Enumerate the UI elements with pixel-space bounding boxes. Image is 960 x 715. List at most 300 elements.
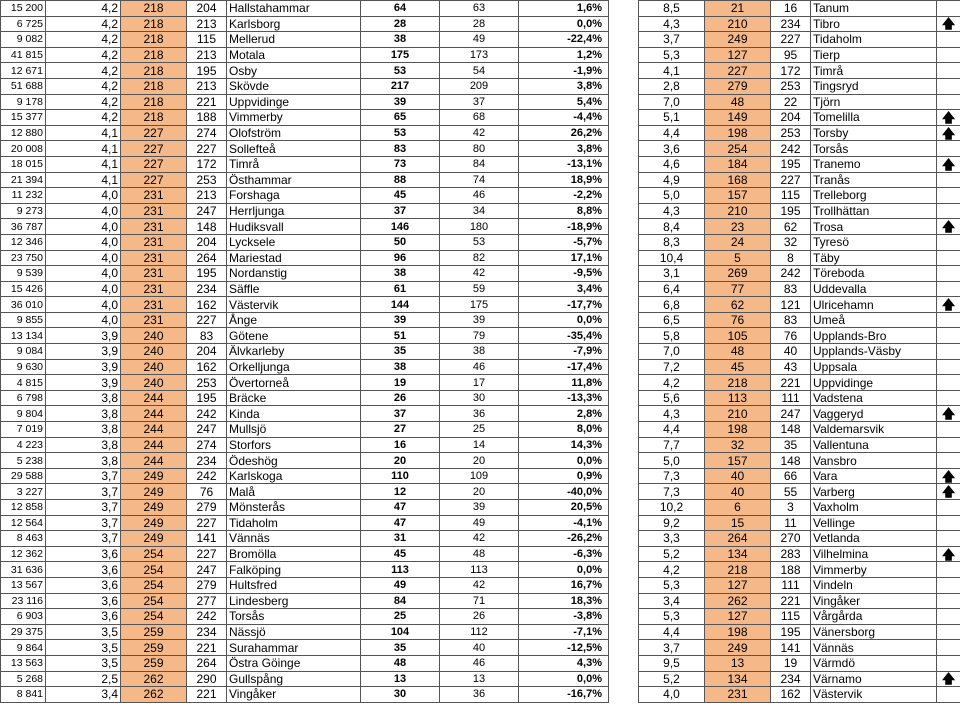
rate-cell: 3,6 xyxy=(46,562,121,578)
count-cell: 39 xyxy=(361,94,440,110)
rank-cell: 231 xyxy=(121,203,187,219)
rate-cell: 3,4 xyxy=(46,687,121,703)
table-row xyxy=(639,515,960,531)
rank-cell: 76 xyxy=(705,312,771,328)
prev-count-cell: 36 xyxy=(440,687,519,703)
rank-cell: 249 xyxy=(121,531,187,547)
rank-cell: 157 xyxy=(705,453,771,469)
table-row xyxy=(1,250,609,266)
prev-rank-cell: 95 xyxy=(771,47,811,63)
count-cell: 104 xyxy=(361,624,440,640)
up-arrow-icon: 🡅 xyxy=(941,109,956,125)
change-cell: -18,9% xyxy=(519,219,609,235)
rate-cell: 3,8 xyxy=(46,422,121,438)
rate-cell: 3,7 xyxy=(639,640,705,656)
table-row xyxy=(1,655,609,671)
prev-rank-cell: 242 xyxy=(771,266,811,282)
municipality-name: Olofström xyxy=(227,125,361,141)
table-row xyxy=(639,281,960,297)
rate-cell: 7,0 xyxy=(639,94,705,110)
municipality-name: Tidaholm xyxy=(811,32,937,48)
rate-cell: 5,0 xyxy=(639,188,705,204)
population-cell: 13 134 xyxy=(1,328,46,344)
table-row xyxy=(1,671,609,687)
table-row xyxy=(639,250,960,266)
municipality-name: Tomelilla xyxy=(811,110,937,126)
rank-cell: 227 xyxy=(121,141,187,157)
prev-rank-cell: 66 xyxy=(771,468,811,484)
rank-cell: 249 xyxy=(705,640,771,656)
population-cell: 6 798 xyxy=(1,390,46,406)
change-cell: 4,3% xyxy=(519,655,609,671)
municipality-name: Surahammar xyxy=(227,640,361,656)
prev-rank-cell: 204 xyxy=(187,344,227,360)
prev-rank-cell: 227 xyxy=(187,546,227,562)
prev-count-cell: 80 xyxy=(440,141,519,157)
count-cell: 146 xyxy=(361,219,440,235)
rank-cell: 127 xyxy=(705,47,771,63)
prev-rank-cell: 141 xyxy=(187,531,227,547)
change-cell: 18,3% xyxy=(519,593,609,609)
table-row xyxy=(1,609,609,625)
rate-cell: 4,1 xyxy=(639,63,705,79)
prev-rank-cell: 195 xyxy=(187,266,227,282)
rate-cell: 4,2 xyxy=(639,375,705,391)
prev-count-cell: 25 xyxy=(440,422,519,438)
population-cell: 4 223 xyxy=(1,437,46,453)
count-cell: 113 xyxy=(361,562,440,578)
municipality-name: Upplands-Väsby xyxy=(811,344,937,360)
change-cell: -4,4% xyxy=(519,110,609,126)
rate-cell: 3,8 xyxy=(46,437,121,453)
rate-cell: 3,9 xyxy=(46,344,121,360)
count-cell: 53 xyxy=(361,63,440,79)
rank-cell: 5 xyxy=(705,250,771,266)
rank-cell: 198 xyxy=(705,422,771,438)
up-arrow-icon: 🡅 xyxy=(941,406,956,422)
population-cell: 11 232 xyxy=(1,188,46,204)
prev-rank-cell: 195 xyxy=(771,156,811,172)
municipality-name: Vaxholm xyxy=(811,500,937,516)
count-cell: 64 xyxy=(361,1,440,17)
rank-cell: 6 xyxy=(705,500,771,516)
trend-cell xyxy=(937,125,960,141)
rank-cell: 210 xyxy=(705,406,771,422)
rank-cell: 32 xyxy=(705,437,771,453)
change-cell: 16,7% xyxy=(519,577,609,593)
rank-cell: 40 xyxy=(705,468,771,484)
municipality-name: Vingåker xyxy=(227,687,361,703)
prev-rank-cell: 16 xyxy=(771,1,811,17)
change-cell: 1,2% xyxy=(519,47,609,63)
rate-cell: 6,5 xyxy=(639,312,705,328)
municipality-name: Tyresö xyxy=(811,234,937,250)
rate-cell: 3,7 xyxy=(46,515,121,531)
trend-cell xyxy=(937,577,960,593)
rank-cell: 254 xyxy=(121,562,187,578)
prev-rank-cell: 19 xyxy=(771,655,811,671)
rank-cell: 264 xyxy=(705,531,771,547)
prev-rank-cell: 247 xyxy=(187,562,227,578)
rank-cell: 254 xyxy=(121,546,187,562)
rank-cell: 244 xyxy=(121,422,187,438)
municipality-name: Tranås xyxy=(811,172,937,188)
count-cell: 19 xyxy=(361,375,440,391)
table-row xyxy=(639,328,960,344)
table-row xyxy=(1,266,609,282)
prev-rank-cell: 204 xyxy=(187,234,227,250)
rank-cell: 244 xyxy=(121,437,187,453)
prev-rank-cell: 11 xyxy=(771,515,811,531)
rank-cell: 210 xyxy=(705,16,771,32)
rate-cell: 3,6 xyxy=(46,546,121,562)
table-row xyxy=(1,188,609,204)
rank-cell: 231 xyxy=(121,188,187,204)
table-row xyxy=(639,687,960,703)
table-row xyxy=(1,453,609,469)
change-cell: 0,0% xyxy=(519,312,609,328)
count-cell: 26 xyxy=(361,390,440,406)
rank-cell: 227 xyxy=(705,63,771,79)
rank-cell: 198 xyxy=(705,125,771,141)
rate-cell: 4,2 xyxy=(46,110,121,126)
trend-cell xyxy=(937,515,960,531)
rate-cell: 4,0 xyxy=(46,266,121,282)
up-arrow-icon: 🡅 xyxy=(941,546,956,562)
prev-rank-cell: 279 xyxy=(187,500,227,516)
rank-cell: 127 xyxy=(705,609,771,625)
municipality-name: Lindesberg xyxy=(227,593,361,609)
municipality-name: Tranemo xyxy=(811,156,937,172)
municipality-name: Torsås xyxy=(227,609,361,625)
rate-cell: 5,3 xyxy=(639,577,705,593)
rank-cell: 218 xyxy=(121,32,187,48)
municipality-name: Umeå xyxy=(811,312,937,328)
trend-cell xyxy=(937,297,960,313)
count-cell: 96 xyxy=(361,250,440,266)
municipality-name: Nässjö xyxy=(227,624,361,640)
prev-count-cell: 13 xyxy=(440,671,519,687)
rate-cell: 4,4 xyxy=(639,624,705,640)
table-row xyxy=(639,359,960,375)
change-cell: 0,0% xyxy=(519,562,609,578)
table-row xyxy=(1,172,609,188)
prev-count-cell: 68 xyxy=(440,110,519,126)
rank-cell: 231 xyxy=(121,281,187,297)
prev-rank-cell: 242 xyxy=(187,468,227,484)
trend-cell xyxy=(937,328,960,344)
prev-count-cell: 20 xyxy=(440,484,519,500)
prev-rank-cell: 141 xyxy=(771,640,811,656)
trend-cell xyxy=(937,484,960,500)
count-cell: 13 xyxy=(361,671,440,687)
rank-cell: 254 xyxy=(705,141,771,157)
rate-cell: 2,8 xyxy=(639,78,705,94)
change-cell: -13,1% xyxy=(519,156,609,172)
municipality-name: Östhammar xyxy=(227,172,361,188)
prev-rank-cell: 270 xyxy=(771,531,811,547)
municipality-name: Älvkarleby xyxy=(227,344,361,360)
municipality-name: Motala xyxy=(227,47,361,63)
rank-cell: 48 xyxy=(705,344,771,360)
population-cell: 5 268 xyxy=(1,671,46,687)
trend-cell xyxy=(937,156,960,172)
prev-rank-cell: 213 xyxy=(187,47,227,63)
change-cell: -16,7% xyxy=(519,687,609,703)
prev-rank-cell: 253 xyxy=(187,375,227,391)
population-cell: 9 178 xyxy=(1,94,46,110)
table-row xyxy=(639,390,960,406)
rank-cell: 244 xyxy=(121,453,187,469)
prev-rank-cell: 242 xyxy=(771,141,811,157)
rate-cell: 4,1 xyxy=(46,125,121,141)
table-row xyxy=(639,219,960,235)
table-row xyxy=(1,312,609,328)
prev-rank-cell: 234 xyxy=(187,281,227,297)
rate-cell: 6,4 xyxy=(639,281,705,297)
trend-cell xyxy=(937,32,960,48)
rate-cell: 3,6 xyxy=(46,609,121,625)
municipality-name: Valdemarsvik xyxy=(811,422,937,438)
table-row xyxy=(1,422,609,438)
municipality-name: Övertorneå xyxy=(227,375,361,391)
rate-cell: 4,9 xyxy=(639,172,705,188)
municipality-name: Vårgårda xyxy=(811,609,937,625)
prev-count-cell: 42 xyxy=(440,531,519,547)
municipality-name: Ånge xyxy=(227,312,361,328)
prev-rank-cell: 221 xyxy=(771,375,811,391)
rate-cell: 3,7 xyxy=(639,32,705,48)
municipality-name: Tingsryd xyxy=(811,78,937,94)
rank-cell: 218 xyxy=(705,562,771,578)
count-cell: 35 xyxy=(361,640,440,656)
municipality-name: Täby xyxy=(811,250,937,266)
municipality-name: Ulricehamn xyxy=(811,297,937,313)
prev-count-cell: 17 xyxy=(440,375,519,391)
prev-count-cell: 28 xyxy=(440,16,519,32)
rank-cell: 218 xyxy=(121,47,187,63)
change-cell: 0,0% xyxy=(519,671,609,687)
table-row xyxy=(639,94,960,110)
rank-cell: 240 xyxy=(121,328,187,344)
table-row xyxy=(1,110,609,126)
table-row xyxy=(1,63,609,79)
prev-rank-cell: 111 xyxy=(771,577,811,593)
prev-rank-cell: 242 xyxy=(187,609,227,625)
trend-cell xyxy=(937,188,960,204)
rank-cell: 210 xyxy=(705,203,771,219)
municipality-name: Töreboda xyxy=(811,266,937,282)
prev-rank-cell: 162 xyxy=(187,359,227,375)
up-arrow-icon: 🡅 xyxy=(941,671,956,687)
trend-cell xyxy=(937,468,960,484)
rate-cell: 4,1 xyxy=(46,172,121,188)
rank-cell: 227 xyxy=(121,156,187,172)
trend-cell xyxy=(937,546,960,562)
municipality-name: Vingåker xyxy=(811,593,937,609)
count-cell: 37 xyxy=(361,406,440,422)
municipality-name: Forshaga xyxy=(227,188,361,204)
prev-count-cell: 112 xyxy=(440,624,519,640)
rate-cell: 7,3 xyxy=(639,484,705,500)
prev-count-cell: 74 xyxy=(440,172,519,188)
prev-rank-cell: 234 xyxy=(187,453,227,469)
population-cell: 12 564 xyxy=(1,515,46,531)
prev-rank-cell: 162 xyxy=(187,297,227,313)
rank-cell: 254 xyxy=(121,609,187,625)
trend-cell xyxy=(937,94,960,110)
municipality-name: Götene xyxy=(227,328,361,344)
rate-cell: 5,3 xyxy=(639,609,705,625)
trend-cell xyxy=(937,453,960,469)
municipality-name: Vimmerby xyxy=(227,110,361,126)
trend-cell xyxy=(937,281,960,297)
change-cell: 0,9% xyxy=(519,468,609,484)
municipality-name: Tierp xyxy=(811,47,937,63)
prev-count-cell: 46 xyxy=(440,359,519,375)
table-row xyxy=(639,297,960,313)
rate-cell: 5,6 xyxy=(639,390,705,406)
population-cell: 15 200 xyxy=(1,1,46,17)
prev-rank-cell: 83 xyxy=(771,281,811,297)
municipality-name: Vänersborg xyxy=(811,624,937,640)
prev-rank-cell: 83 xyxy=(771,312,811,328)
count-cell: 27 xyxy=(361,422,440,438)
table-row xyxy=(639,375,960,391)
prev-rank-cell: 279 xyxy=(187,577,227,593)
prev-rank-cell: 213 xyxy=(187,188,227,204)
municipality-name: Vaggeryd xyxy=(811,406,937,422)
municipality-name: Sollefteå xyxy=(227,141,361,157)
prev-count-cell: 175 xyxy=(440,297,519,313)
table-row xyxy=(1,297,609,313)
table-row xyxy=(1,437,609,453)
count-cell: 20 xyxy=(361,453,440,469)
prev-rank-cell: 242 xyxy=(187,406,227,422)
prev-rank-cell: 111 xyxy=(771,390,811,406)
ranking-table-right xyxy=(638,0,960,703)
table-row xyxy=(639,63,960,79)
rank-cell: 45 xyxy=(705,359,771,375)
rate-cell: 3,7 xyxy=(46,468,121,484)
count-cell: 12 xyxy=(361,484,440,500)
municipality-name: Vellinge xyxy=(811,515,937,531)
prev-rank-cell: 115 xyxy=(771,609,811,625)
rate-cell: 4,2 xyxy=(46,94,121,110)
prev-count-cell: 53 xyxy=(440,234,519,250)
municipality-name: Mönsterås xyxy=(227,500,361,516)
rank-cell: 218 xyxy=(121,16,187,32)
population-cell: 12 362 xyxy=(1,546,46,562)
prev-count-cell: 54 xyxy=(440,63,519,79)
table-row xyxy=(639,468,960,484)
municipality-name: Uddevalla xyxy=(811,281,937,297)
trend-cell xyxy=(937,655,960,671)
count-cell: 51 xyxy=(361,328,440,344)
table-row xyxy=(639,593,960,609)
trend-cell xyxy=(937,593,960,609)
table-row xyxy=(1,515,609,531)
rate-cell: 3,9 xyxy=(46,375,121,391)
count-cell: 61 xyxy=(361,281,440,297)
table-row xyxy=(639,531,960,547)
count-cell: 37 xyxy=(361,203,440,219)
prev-rank-cell: 121 xyxy=(771,297,811,313)
prev-rank-cell: 221 xyxy=(771,593,811,609)
rank-cell: 15 xyxy=(705,515,771,531)
rank-cell: 134 xyxy=(705,546,771,562)
rate-cell: 4,1 xyxy=(46,141,121,157)
rate-cell: 4,3 xyxy=(639,16,705,32)
rank-cell: 249 xyxy=(121,500,187,516)
rate-cell: 3,5 xyxy=(46,655,121,671)
municipality-name: Karlskoga xyxy=(227,468,361,484)
trend-cell xyxy=(937,110,960,126)
rank-cell: 231 xyxy=(121,312,187,328)
rate-cell: 3,6 xyxy=(46,593,121,609)
municipality-name: Herrljunga xyxy=(227,203,361,219)
rate-cell: 4,6 xyxy=(639,156,705,172)
table-row xyxy=(639,640,960,656)
rate-cell: 4,2 xyxy=(46,63,121,79)
trend-cell xyxy=(937,640,960,656)
table-row xyxy=(639,655,960,671)
rate-cell: 4,2 xyxy=(46,1,121,17)
rank-cell: 249 xyxy=(705,32,771,48)
table-row xyxy=(1,125,609,141)
table-row xyxy=(639,577,960,593)
rate-cell: 4,2 xyxy=(46,32,121,48)
change-cell: -2,2% xyxy=(519,188,609,204)
rank-cell: 279 xyxy=(705,78,771,94)
table-row xyxy=(639,172,960,188)
trend-cell xyxy=(937,203,960,219)
rate-cell: 4,4 xyxy=(639,422,705,438)
change-cell: 3,4% xyxy=(519,281,609,297)
prev-rank-cell: 227 xyxy=(187,141,227,157)
rate-cell: 3,5 xyxy=(46,624,121,640)
table-row xyxy=(639,406,960,422)
table-row xyxy=(639,500,960,516)
rank-cell: 157 xyxy=(705,188,771,204)
population-cell: 13 567 xyxy=(1,577,46,593)
rank-cell: 254 xyxy=(121,577,187,593)
table-row xyxy=(1,16,609,32)
prev-rank-cell: 221 xyxy=(187,640,227,656)
table-row xyxy=(1,141,609,157)
prev-rank-cell: 213 xyxy=(187,78,227,94)
rank-cell: 240 xyxy=(121,359,187,375)
table-row xyxy=(639,1,960,17)
population-cell: 13 563 xyxy=(1,655,46,671)
rate-cell: 4,4 xyxy=(639,125,705,141)
prev-rank-cell: 234 xyxy=(187,624,227,640)
population-cell: 9 082 xyxy=(1,32,46,48)
rate-cell: 5,0 xyxy=(639,453,705,469)
table-row xyxy=(1,281,609,297)
trend-cell xyxy=(937,1,960,17)
municipality-name: Nordanstig xyxy=(227,266,361,282)
table-row xyxy=(1,328,609,344)
table-row xyxy=(1,687,609,703)
prev-count-cell: 84 xyxy=(440,156,519,172)
prev-rank-cell: 195 xyxy=(187,390,227,406)
rank-cell: 48 xyxy=(705,94,771,110)
prev-count-cell: 59 xyxy=(440,281,519,297)
municipality-name: Ödeshög xyxy=(227,453,361,469)
table-row xyxy=(1,406,609,422)
population-cell: 23 750 xyxy=(1,250,46,266)
